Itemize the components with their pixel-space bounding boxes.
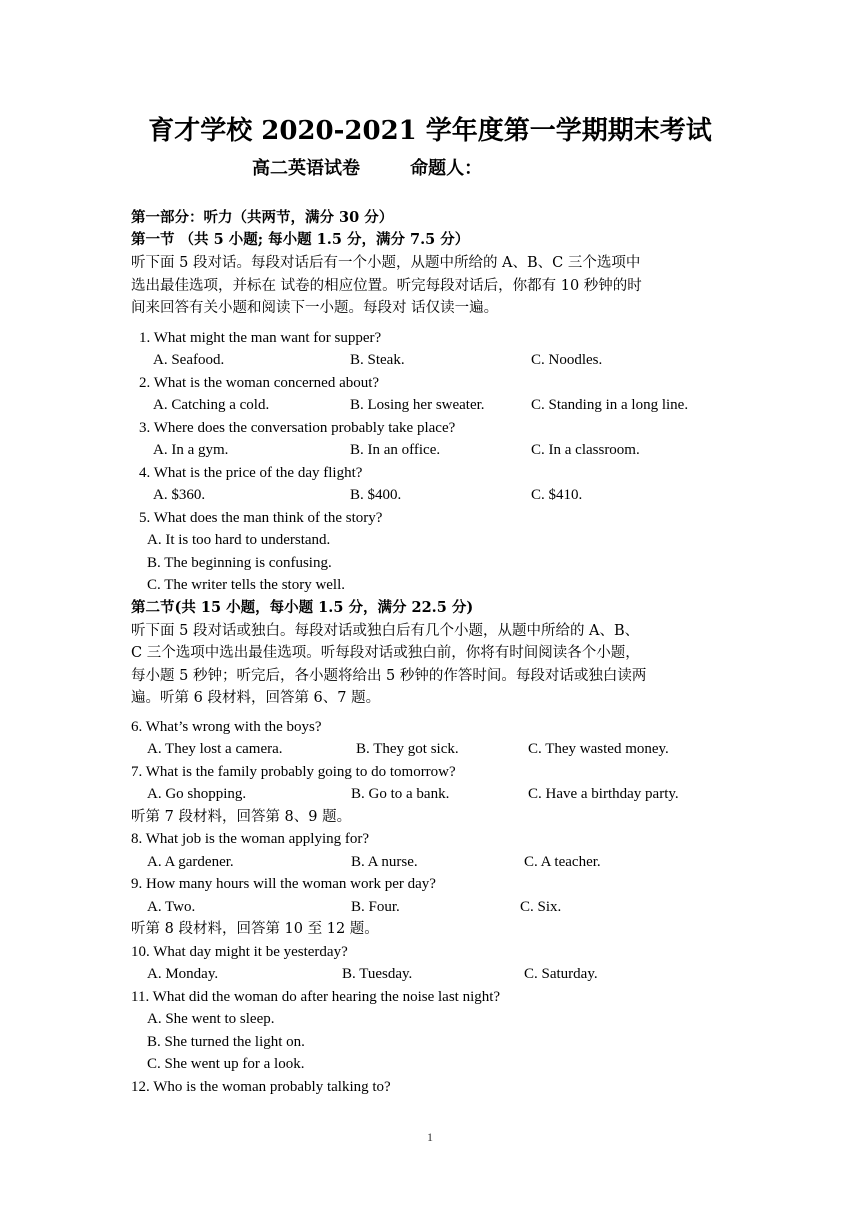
option-c: C. She went up for a look. (147, 1056, 305, 1072)
option-c: C. Six. (520, 899, 562, 915)
option-a: A. $360. (153, 487, 206, 503)
section2-instruction-line: 每小题 5 秒钟；听完后，各小题将给出 5 秒钟的作答时间。每段对话或独白读两 (131, 668, 647, 684)
part1-heading: 第一部分：听力（共两节，满分 30 分） (131, 209, 394, 226)
option-a: A. Seafood. (153, 352, 225, 368)
option-c: C. Noodles. (531, 352, 603, 368)
option-a: A. In a gym. (153, 442, 229, 458)
option-a: A. She went to sleep. (147, 1011, 275, 1027)
option-b: B. Tuesday. (342, 966, 413, 982)
exam-subtitle: 高二英语试卷 命题人： (252, 158, 483, 179)
option-a: A. Two. (147, 899, 196, 915)
option-c: C. The writer tells the story well. (147, 577, 346, 593)
option-b: B. Go to a bank. (351, 786, 450, 802)
option-c: C. $410. (531, 487, 583, 503)
option-b: B. Steak. (350, 352, 405, 368)
question-3: 3. Where does the conversation probably take place? (139, 420, 456, 436)
question-9: 9. How many hours will the woman work per day? (131, 876, 436, 892)
exam-title: 育才学校 2020-2021 学年度第一学期期末考试 (148, 116, 712, 146)
option-c: C. Standing in a long line. (531, 397, 689, 413)
option-b: B. She turned the light on. (147, 1034, 305, 1050)
option-b: B. In an office. (350, 442, 441, 458)
question-2: 2. What is the woman concerned about? (139, 375, 380, 391)
question-4: 4. What is the price of the day flight? (139, 465, 363, 481)
option-a: A. It is too hard to understand. (147, 532, 331, 548)
section2-heading: 第二节(共 15 小题，每小题 1.5 分，满分 22.5 分) (131, 599, 474, 616)
option-b: B. The beginning is confusing. (147, 555, 332, 571)
option-c: C. Saturday. (524, 966, 598, 982)
question-1: 1. What might the man want for supper? (139, 330, 382, 346)
option-c: C. Have a birthday party. (528, 786, 679, 802)
section2-instruction-line: 听下面 5 段对话或独白。每段对话或独白后有几个小题，从题中所给的 A、B、 (131, 623, 640, 639)
question-8: 8. What job is the woman applying for? (131, 831, 370, 847)
material-note: 听第 7 段材料，回答第 8、9 题。 (131, 809, 352, 825)
option-a: A. Catching a cold. (153, 397, 270, 413)
option-b: B. $400. (350, 487, 402, 503)
option-b: B. They got sick. (356, 741, 459, 757)
option-a: A. A gardener. (147, 854, 234, 870)
question-11: 11. What did the woman do after hearing the noise last night? (131, 989, 501, 1005)
option-c: C. A teacher. (524, 854, 601, 870)
option-b: B. A nurse. (351, 854, 418, 870)
option-c: C. They wasted money. (528, 741, 669, 757)
option-b: B. Losing her sweater. (350, 397, 485, 413)
question-5: 5. What does the man think of the story? (139, 510, 383, 526)
section1-instruction-line: 听下面 5 段对话。每段对话后有一个小题，从题中所给的 A、B、C 三个选项中 (131, 255, 641, 271)
option-a: A. They lost a camera. (147, 741, 283, 757)
section2-instruction-line: 遍。听第 6 段材料，回答第 6、7 题。 (131, 690, 381, 706)
question-6: 6. What’s wrong with the boys? (131, 719, 322, 735)
question-10: 10. What day might it be yesterday? (131, 944, 348, 960)
option-b: B. Four. (351, 899, 400, 915)
question-12: 12. Who is the woman probably talking to? (131, 1079, 391, 1095)
section1-instruction-line: 选出最佳选项，并标在 试卷的相应位置。听完每段对话后，你都有 10 秒钟的时 (131, 278, 642, 294)
section1-instruction-line: 间来回答有关小题和阅读下一小题。每段对 话仅读一遍。 (131, 300, 499, 316)
page-number: 1 (427, 1130, 433, 1144)
question-7: 7. What is the family probably going to do tomorrow? (131, 764, 456, 780)
option-a: A. Monday. (147, 966, 219, 982)
material-note: 听第 8 段材料，回答第 10 至 12 题。 (131, 921, 379, 937)
section1-heading: 第一节 （共 5 小题; 每小题 1.5 分，满分 7.5 分） (131, 231, 470, 248)
section2-instruction-line: C 三个选项中选出最佳选项。听每段对话或独白前，你将有时间阅读各个小题， (131, 645, 640, 661)
option-a: A. Go shopping. (147, 786, 247, 802)
option-c: C. In a classroom. (531, 442, 640, 458)
